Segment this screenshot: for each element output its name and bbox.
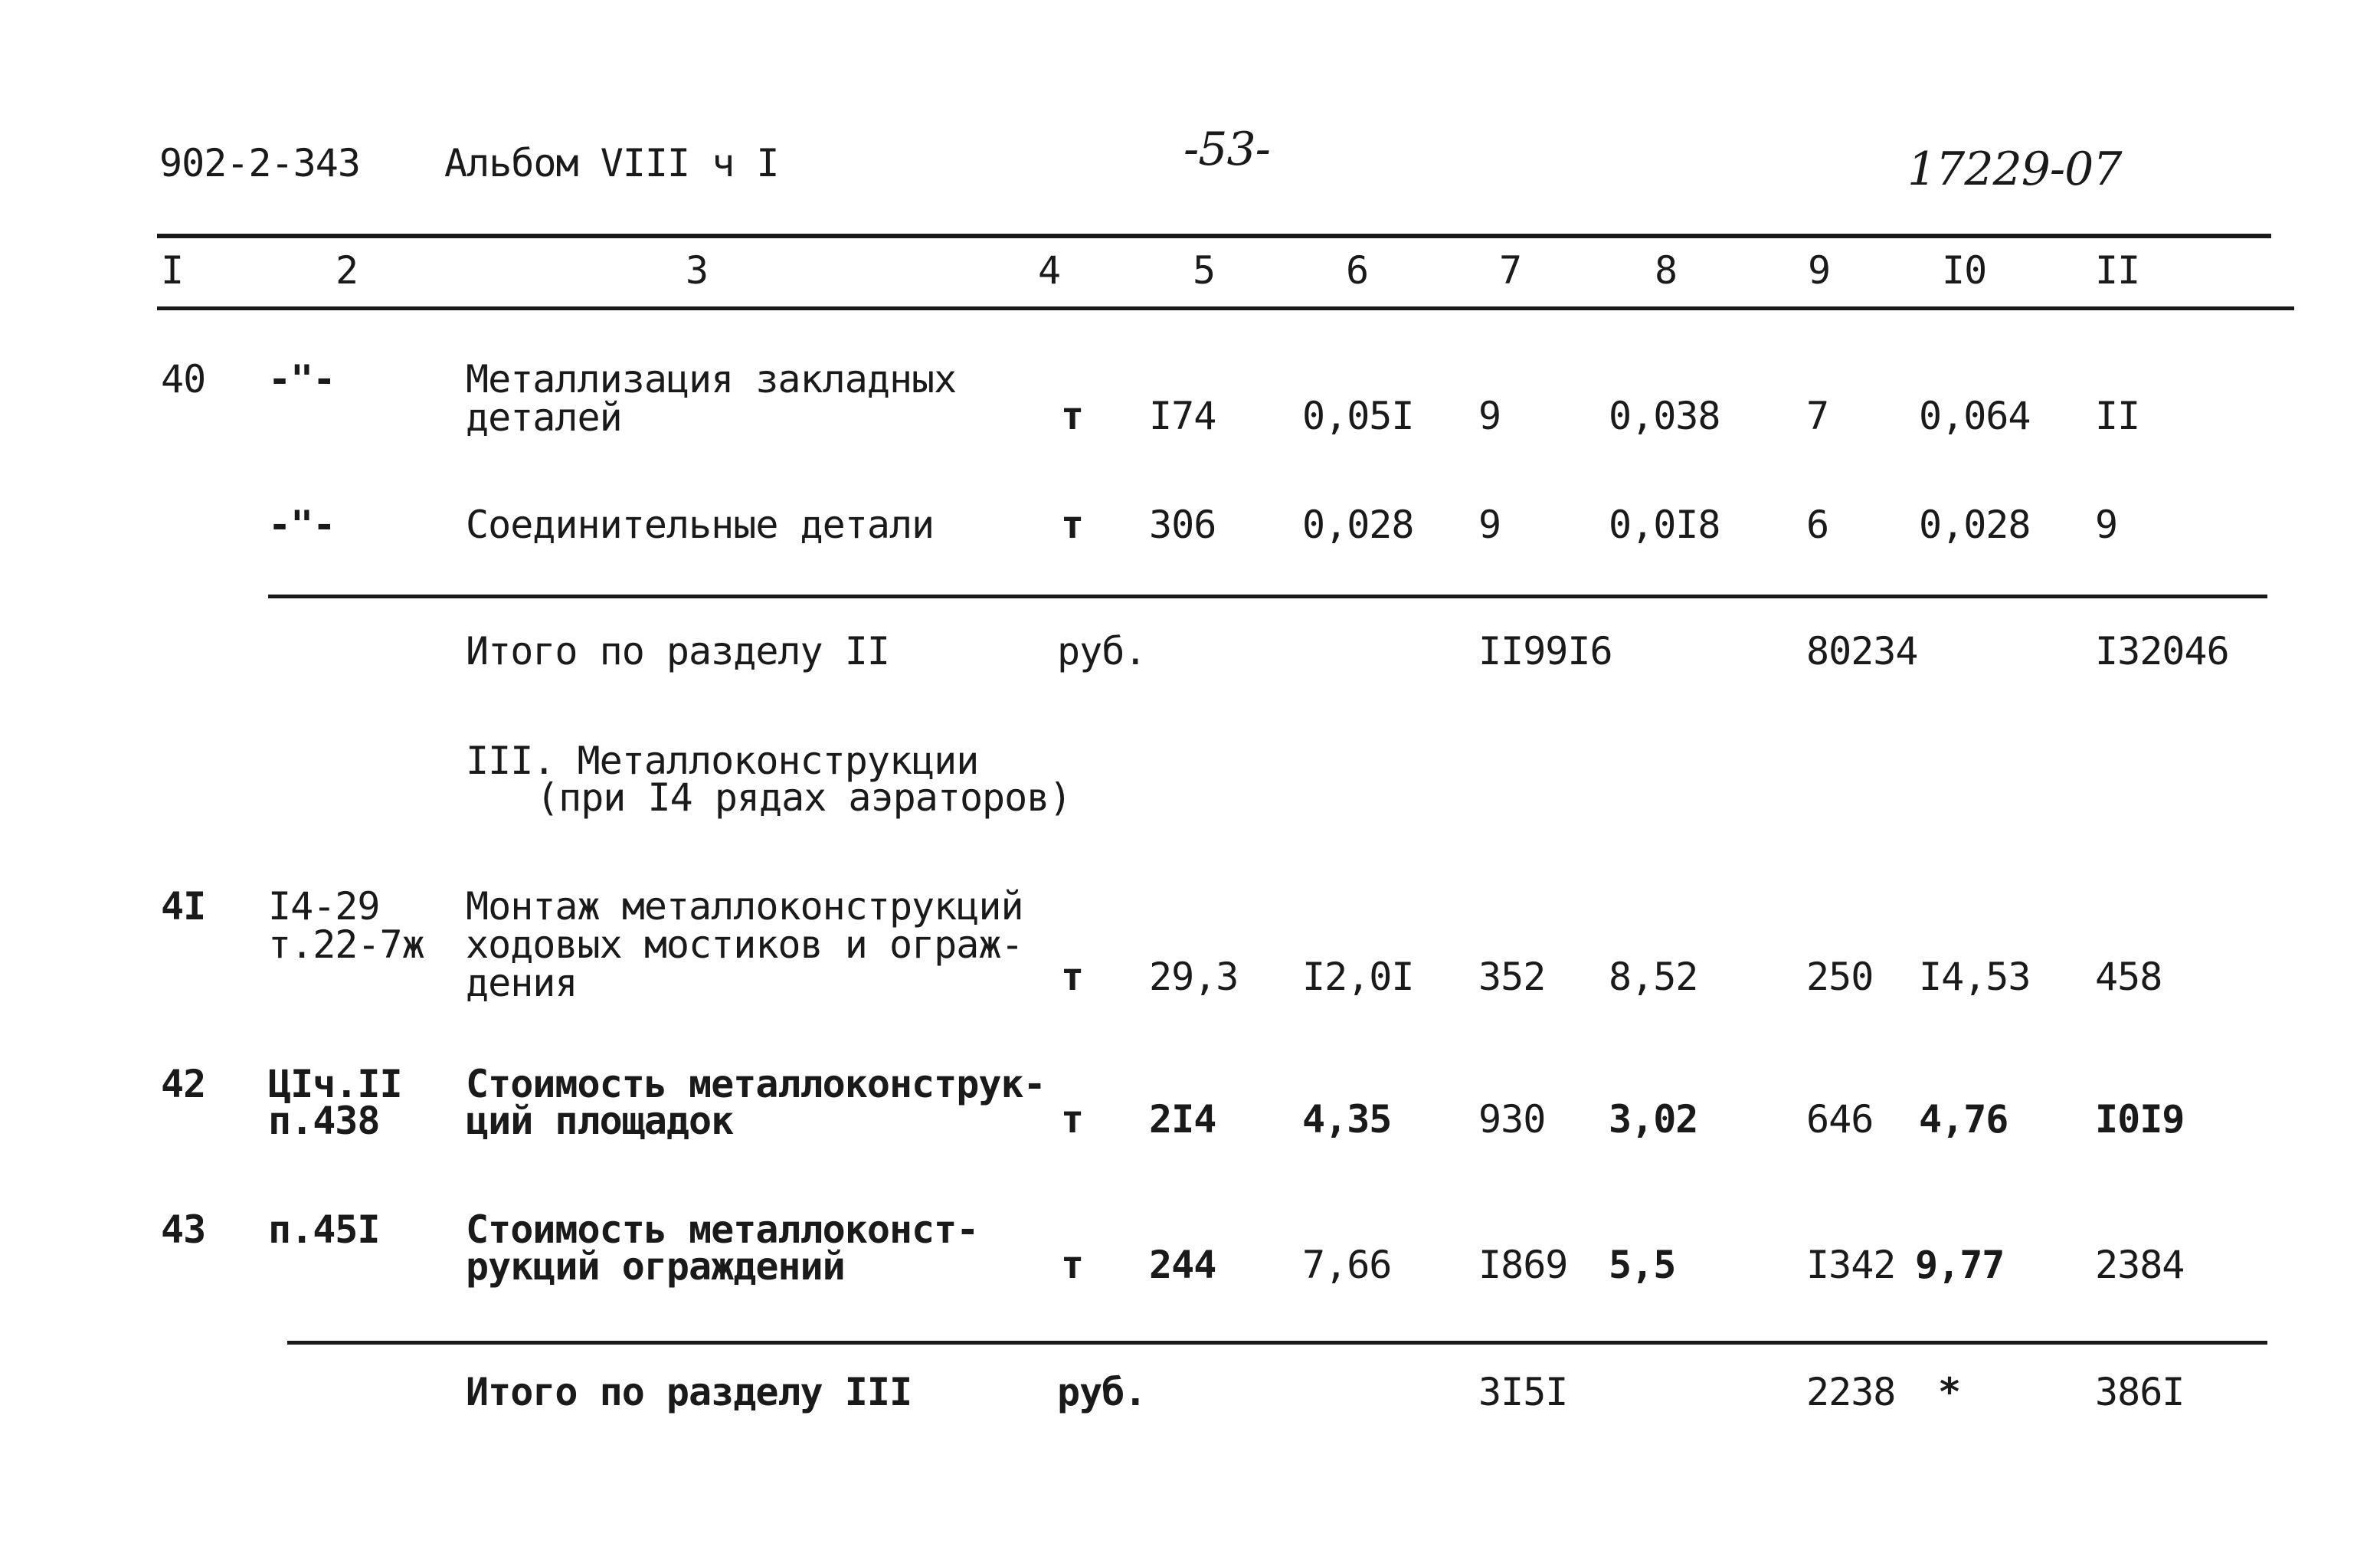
section-2-total-rule	[268, 595, 2267, 598]
row-unit: т	[1061, 503, 1084, 547]
row-col8: 3,02	[1609, 1097, 1698, 1142]
subtotal-unit: руб.	[1057, 1370, 1147, 1414]
row-col10: I4,53	[1919, 955, 2031, 999]
row-col9: 6	[1806, 503, 1829, 547]
subtotal-col11: 386I	[2095, 1370, 2185, 1414]
row-col6: I2,0I	[1302, 955, 1414, 999]
row-col7: 930	[1478, 1097, 1546, 1142]
row-col8: 0,0I8	[1609, 503, 1720, 547]
row-col11: 458	[2095, 955, 2162, 999]
header-bottom-rule	[157, 306, 2294, 310]
col-header-9: 9	[1808, 248, 1831, 293]
col-header-4: 4	[1038, 248, 1061, 293]
subtotal-label: Итого по разделу II	[466, 629, 889, 673]
row-name-line: рукций ограждений	[466, 1244, 845, 1289]
row-reference: ЦIч.II	[268, 1062, 402, 1106]
col-header-8: 8	[1655, 248, 1678, 293]
row-reference: п.438	[268, 1099, 380, 1143]
album-label: Альбом VIII ч I	[444, 141, 779, 185]
subtotal-unit: руб.	[1057, 629, 1147, 673]
row-col8: 8,52	[1609, 955, 1698, 999]
subtotal-col9: 2238	[1806, 1370, 1896, 1414]
row-col11: 9	[2095, 503, 2118, 547]
row-name-line: Соединительные детали	[466, 503, 935, 547]
col-header-2: 2	[336, 248, 358, 293]
section-heading: III. Металлоконструкции	[466, 739, 979, 783]
section-3-total-rule	[287, 1341, 2267, 1345]
row-col10: 0,028	[1919, 503, 2031, 547]
row-col7: 9	[1478, 503, 1501, 547]
row-col6: 4,35	[1302, 1097, 1392, 1142]
subtotal-col11: I32046	[2095, 629, 2229, 673]
row-reference: т.22-7ж	[268, 922, 424, 967]
row-col5: 244	[1149, 1243, 1216, 1287]
row-col6: 0,028	[1302, 503, 1414, 547]
row-name-line: дения	[466, 961, 578, 1005]
row-name-line: Монтаж металлоконструкций	[466, 884, 1023, 929]
row-unit: т	[1061, 955, 1084, 999]
subtotal-label: Итого по разделу III	[466, 1370, 912, 1414]
row-number: 43	[161, 1207, 206, 1252]
row-col7: 352	[1478, 955, 1546, 999]
row-reference: -"-	[268, 503, 336, 547]
row-col10: 9,77	[1915, 1243, 2005, 1287]
row-unit: т	[1061, 1243, 1084, 1287]
col-header-3: 3	[686, 248, 709, 293]
document-code: 902-2-343	[159, 141, 360, 185]
row-col11: II	[2095, 394, 2140, 438]
sheet-code: 17229-07	[1907, 143, 2122, 196]
row-col8: 0,038	[1609, 394, 1720, 438]
row-number: 40	[161, 357, 206, 401]
row-col6: 7,66	[1302, 1243, 1392, 1287]
row-unit: т	[1061, 394, 1084, 438]
col-header-11: II	[2095, 248, 2140, 293]
row-col7: I869	[1478, 1243, 1568, 1287]
col-header-7: 7	[1499, 248, 1522, 293]
row-reference: I4-29	[268, 884, 380, 929]
row-reference: п.45I	[268, 1207, 380, 1252]
col-header-10: I0	[1942, 248, 1987, 293]
row-name-line: Стоимость металлоконст-	[466, 1207, 979, 1252]
row-col5: 306	[1149, 503, 1216, 547]
row-number: 4I	[161, 884, 206, 929]
row-col9: 646	[1806, 1097, 1874, 1142]
subtotal-col9: 80234	[1806, 629, 1918, 673]
row-col9: 7	[1806, 394, 1829, 438]
row-col10: 0,064	[1919, 394, 2031, 438]
row-col11: 2384	[2095, 1243, 2185, 1287]
subtotal-col7: 3I5I	[1478, 1370, 1568, 1414]
row-col8: 5,5	[1609, 1243, 1676, 1287]
row-col11: I0I9	[2095, 1097, 2185, 1142]
row-col5: I74	[1149, 394, 1216, 438]
row-name-line: Металлизация закладных	[466, 357, 957, 401]
row-unit: т	[1061, 1097, 1084, 1142]
subtotal-mark: *	[1938, 1370, 1961, 1414]
row-col9: 250	[1806, 955, 1874, 999]
col-header-5: 5	[1193, 248, 1216, 293]
row-name-line: деталей	[466, 395, 622, 440]
col-header-6: 6	[1346, 248, 1369, 293]
row-col5: 29,3	[1149, 955, 1239, 999]
row-col6: 0,05I	[1302, 394, 1414, 438]
row-reference: -"-	[268, 357, 336, 401]
row-name-line: ций площадок	[466, 1099, 734, 1143]
row-col9: I342	[1806, 1243, 1896, 1287]
page-number: -53-	[1183, 123, 1270, 176]
section-heading-sub: (при I4 рядах аэраторов)	[536, 775, 1072, 820]
subtotal-col7: II99I6	[1478, 629, 1612, 673]
row-col10: 4,76	[1919, 1097, 2008, 1142]
row-col7: 9	[1478, 394, 1501, 438]
header-top-rule	[157, 234, 2271, 238]
row-col5: 2I4	[1149, 1097, 1216, 1142]
col-header-1: I	[161, 248, 184, 293]
row-name-line: Стоимость металлоконструк-	[466, 1062, 1046, 1106]
row-number: 42	[161, 1062, 206, 1106]
row-name-line: ходовых мостиков и ограж-	[466, 922, 1023, 967]
